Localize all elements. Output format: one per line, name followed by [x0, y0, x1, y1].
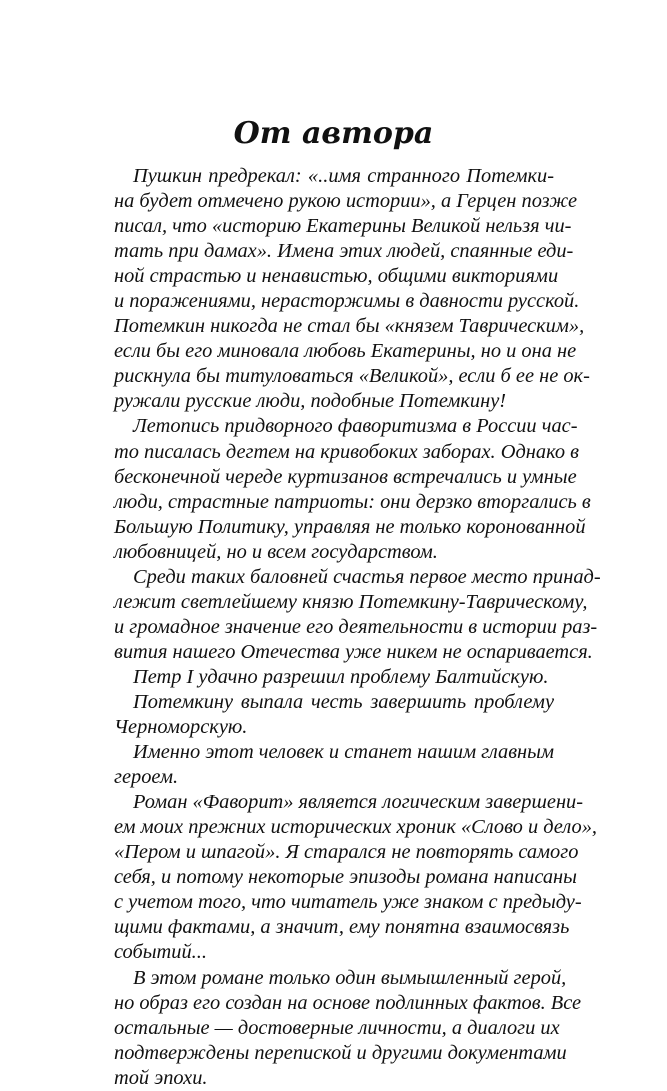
text-line: но образ его создан на основе подлинных фактов. Все: [114, 991, 582, 1014]
text-line: если бы его миновала любовь Екатерины, но и она не: [114, 340, 577, 363]
text-line: Петр I удачно разрешил проблему Балтийскую.: [133, 665, 549, 688]
body-text: [114, 164, 601, 1091]
paragraph-4: [114, 665, 554, 690]
text-line: то писалась дегтем на кривобоких заборах. Однако в: [114, 440, 579, 463]
text-line: с учетом того, что читатель уже знаком с предыду-: [114, 891, 582, 914]
text-line: событий...: [114, 941, 207, 964]
text-line: Потемкин никогда не стал бы «князем Таврическим»,: [114, 315, 585, 338]
text-line: Летопись придворного фаворитизма в России час-: [133, 415, 578, 438]
text-line: Большую Политику, управляя не только коронованной: [114, 515, 586, 538]
text-line: вития нашего Отечества уже никем не оспаривается.: [114, 640, 593, 663]
text-line: тать при дамах». Имена этих людей, спаянные еди-: [114, 240, 574, 263]
text-line: героем.: [114, 766, 179, 789]
text-line: и поражениями, нерасторжимы в давности русской.: [114, 290, 580, 313]
text-line: ной страстью и ненавистью, общими викториями: [114, 265, 559, 288]
paragraph-5: [114, 690, 554, 740]
text-line: подтверждены перепиской и другими документами: [114, 1041, 567, 1064]
paragraph-7: [114, 790, 597, 965]
text-line: «Пером и шпагой». Я старался не повторять самого: [114, 841, 579, 864]
text-line: люди, страстные патриоты: они дерзко вторгались в: [114, 490, 591, 513]
text-line: Пушкин предрекал: «..имя странного Потемки-: [133, 165, 554, 187]
paragraph-3: [114, 565, 601, 665]
text-line: Роман «Фаворит» является логическим завершени-: [133, 791, 584, 814]
text-line: на будет отмечено рукою истории», а Герцен позже: [114, 190, 578, 213]
text-line: Потемкину выпала честь завершить проблему: [133, 690, 554, 713]
text-line: остальные — достоверные личности, а диалоги их: [114, 1016, 560, 1039]
text-line: Черноморскую.: [114, 716, 248, 739]
text-line: Среди таких баловней счастья первое место принад-: [133, 565, 601, 588]
chapter-heading: От автора: [233, 116, 434, 151]
text-line: Именно этот человек и станет нашим главным: [133, 741, 554, 764]
text-line: любовницей, но и всем государством.: [114, 540, 438, 563]
text-line: рискнула бы титуловаться «Великой», если б ее не ок-: [114, 365, 590, 388]
text-line: лежит светлейшему князю Потемкину-Таврическому,: [114, 590, 588, 613]
paragraph-6: [114, 740, 554, 790]
paragraph-1: [114, 164, 590, 414]
paragraph-8: [114, 966, 582, 1091]
text-line: себя, и потому некоторые эпизоды романа написаны: [114, 866, 577, 889]
text-line: той эпохи.: [114, 1066, 208, 1089]
paragraph-2: [114, 414, 591, 564]
text-line: ем моих прежних исторических хроник «Слово и дело»,: [114, 816, 597, 839]
text-line: ружали русские люди, подобные Потемкину!: [114, 390, 507, 413]
text-line: В этом романе только один вымышленный герой,: [133, 966, 567, 989]
text-line: бесконечной череде куртизанов встречались и умные: [114, 465, 577, 488]
text-line: щими фактами, а значит, ему понятна взаимосвязь: [114, 916, 570, 939]
text-line: и громадное значение его деятельности в истории раз-: [114, 615, 598, 638]
text-line: писал, что «историю Екатерины Великой нельзя чи-: [114, 215, 572, 238]
